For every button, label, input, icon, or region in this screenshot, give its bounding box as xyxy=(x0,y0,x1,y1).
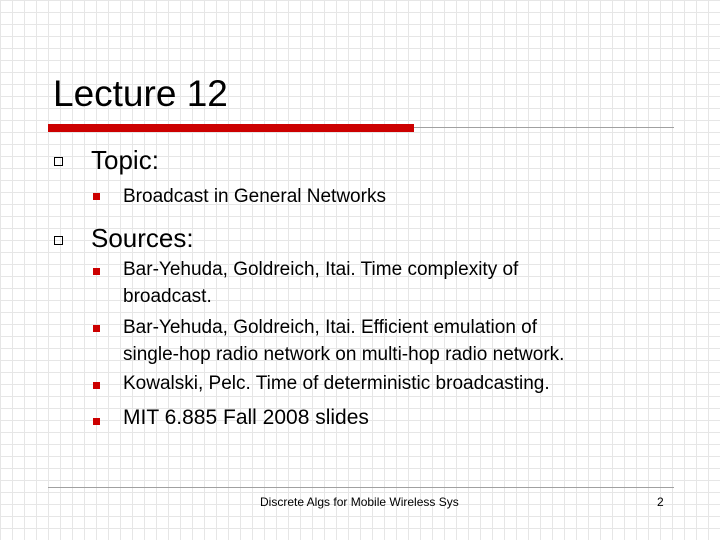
title-underline-rule xyxy=(414,127,674,128)
slide-title: Lecture 12 xyxy=(53,73,228,114)
source-item-line: single-hop radio network on multi-hop radio network. xyxy=(123,344,565,365)
square-bullet-icon xyxy=(93,325,100,332)
hollow-square-bullet-icon xyxy=(54,236,63,245)
title-underline-accent xyxy=(48,124,414,132)
topic-item: Broadcast in General Networks xyxy=(123,186,386,207)
section-heading-sources: Sources: xyxy=(91,223,194,253)
footer-rule xyxy=(48,487,674,488)
square-bullet-icon xyxy=(93,268,100,275)
square-bullet-icon xyxy=(93,418,100,425)
source-item-line: broadcast. xyxy=(123,286,212,307)
page-number: 2 xyxy=(657,495,664,509)
footer-text: Discrete Algs for Mobile Wireless Sys xyxy=(260,495,459,509)
source-item-line: Bar-Yehuda, Goldreich, Itai. Time complexity of xyxy=(123,259,519,280)
source-item-line: Bar-Yehuda, Goldreich, Itai. Efficient emulation of xyxy=(123,317,538,338)
source-item-line: Kowalski, Pelc. Time of deterministic broadcasting. xyxy=(123,373,550,394)
square-bullet-icon xyxy=(93,382,100,389)
hollow-square-bullet-icon xyxy=(54,157,63,166)
section-heading-topic: Topic: xyxy=(91,145,159,175)
square-bullet-icon xyxy=(93,193,100,200)
source-item-line: MIT 6.885 Fall 2008 slides xyxy=(123,406,369,429)
